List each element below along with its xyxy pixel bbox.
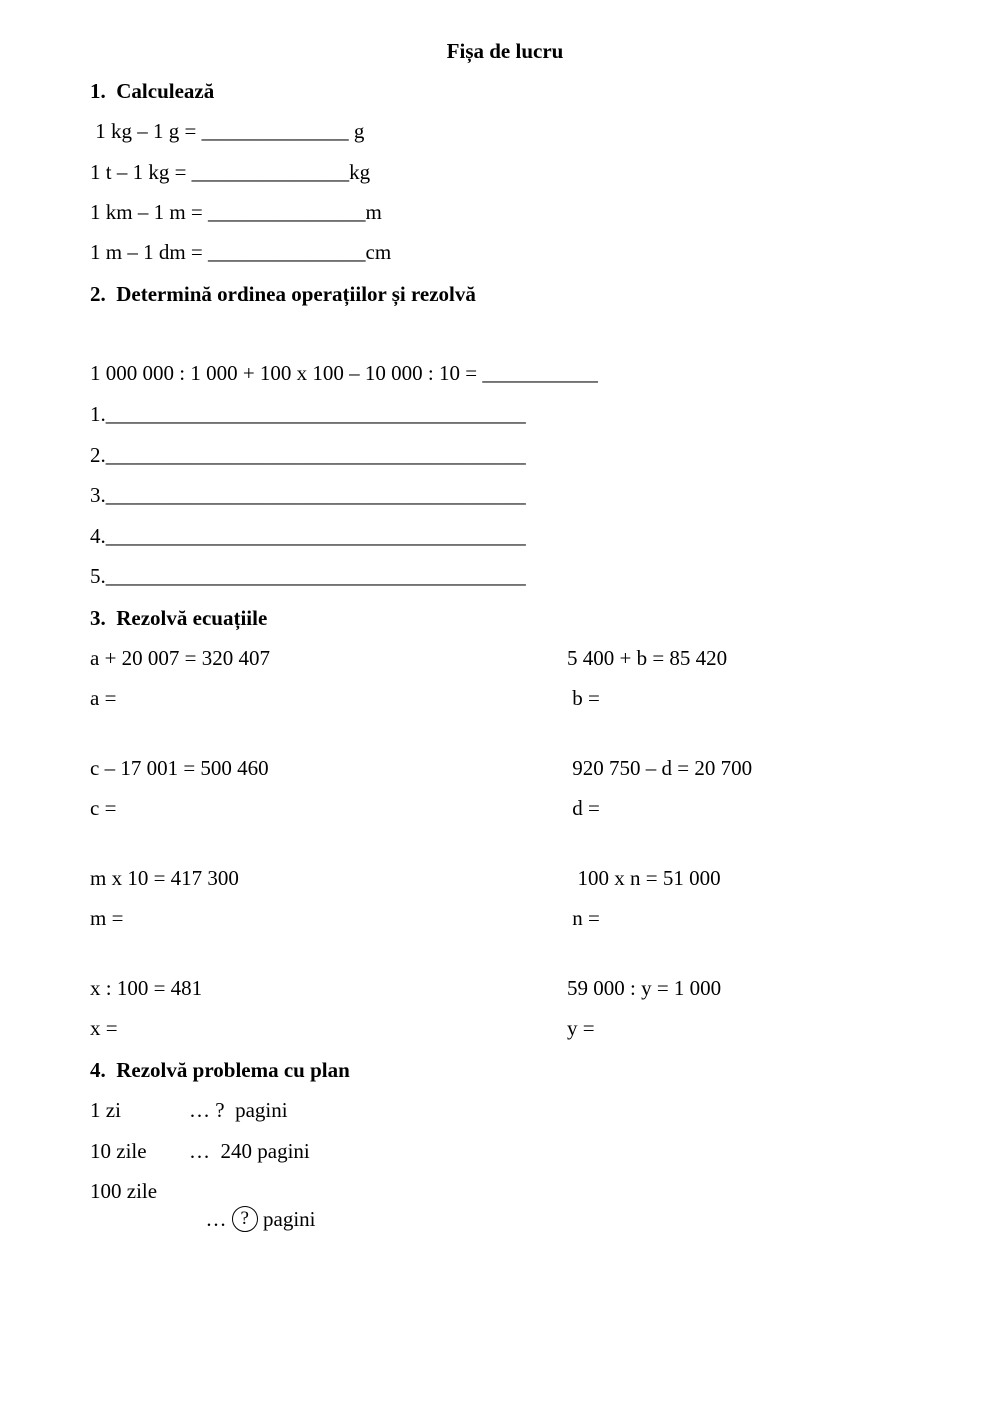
plan-row-3-value: pagini — [257, 1207, 316, 1231]
answer-y: y = — [567, 1016, 595, 1040]
answer-n: n = — [567, 906, 600, 930]
step-line-4: 4.________________________________________ — [90, 524, 526, 548]
answer-c: c = — [90, 796, 117, 820]
plan-row-2-value: … 240 pagini — [189, 1139, 310, 1163]
plan-row-3-value-group — [195, 1177, 316, 1233]
answer-x: x = — [90, 1016, 118, 1040]
section-1-heading: 1. Calculează — [90, 79, 215, 103]
conversion-line-1: 1 kg – 1 g = ______________ g — [90, 119, 365, 143]
section-3-heading: 3. Rezolvă ecuațiile — [90, 606, 268, 630]
step-line-2: 2.________________________________________ — [90, 443, 526, 467]
step-line-1: 1.________________________________________ — [90, 402, 526, 426]
section-4-heading: 4. Rezolvă problema cu plan — [90, 1058, 350, 1082]
equation-x: x : 100 = 481 — [90, 976, 203, 1000]
equation-a: a + 20 007 = 320 407 — [90, 646, 271, 670]
step-line-5: 5.________________________________________ — [90, 564, 526, 588]
circled-question-mark: ? — [232, 1206, 258, 1232]
conversion-line-3: 1 km – 1 m = _______________m — [90, 200, 382, 224]
step-line-3: 3.________________________________________ — [90, 483, 526, 507]
answer-m: m = — [90, 906, 124, 930]
plan-row-3-label: 100 zile — [90, 1179, 158, 1203]
page-title: Fișa de lucru — [446, 39, 564, 63]
plan-row-2-label: 10 zile — [90, 1139, 147, 1163]
equation-b: 5 400 + b = 85 420 — [567, 646, 728, 670]
equation-y: 59 000 : y = 1 000 — [567, 976, 722, 1000]
conversion-line-4: 1 m – 1 dm = _______________cm — [90, 240, 392, 264]
equation-m: m x 10 = 417 300 — [90, 866, 239, 890]
equation-d: 920 750 – d = 20 700 — [567, 756, 753, 780]
order-expression: 1 000 000 : 1 000 + 100 x 100 – 10 000 : 10 = ___________ — [90, 361, 598, 385]
plan-row-1-value: … ? pagini — [189, 1098, 288, 1122]
section-2-heading: 2. Determină ordinea operațiilor și rezolvă — [90, 282, 476, 306]
equation-n: 100 x n = 51 000 — [567, 866, 721, 890]
answer-b: b = — [567, 686, 600, 710]
answer-d: d = — [567, 796, 600, 820]
equation-c: c – 17 001 = 500 460 — [90, 756, 269, 780]
conversion-line-2: 1 t – 1 kg = _______________kg — [90, 160, 371, 184]
plan-row-1-label: 1 zi — [90, 1098, 121, 1122]
plan-row-3-dots: … — [205, 1207, 232, 1231]
answer-a: a = — [90, 686, 117, 710]
